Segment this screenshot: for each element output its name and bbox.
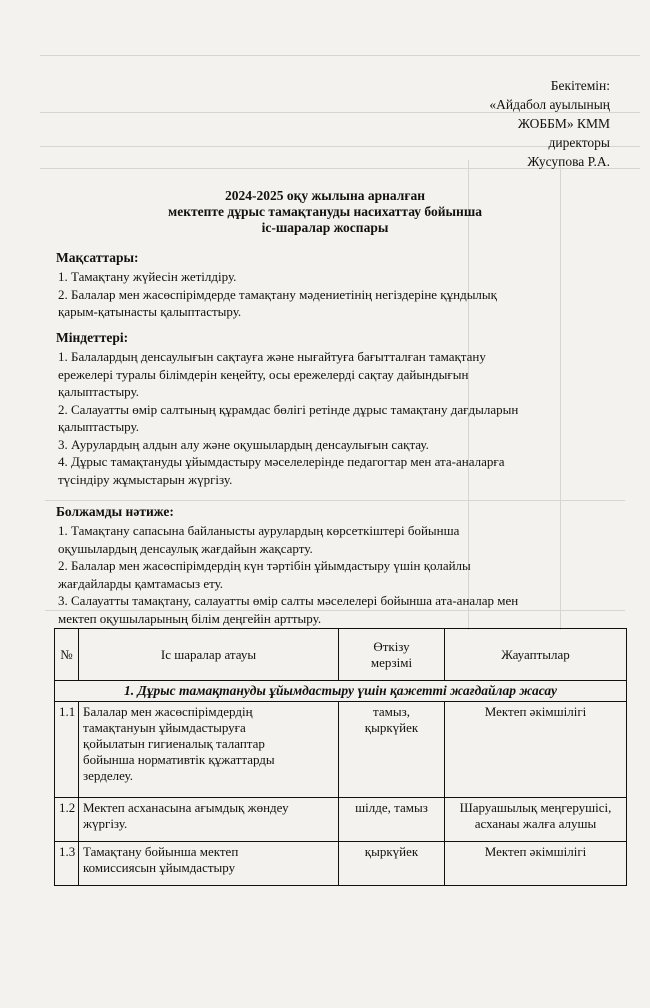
approval-block [489, 76, 610, 171]
results-item: 2. Балалар мен жасөспірімдердің күн тәртібін ұйымдастыру үшін қолайлы [58, 558, 471, 573]
row-activity [79, 798, 339, 842]
title-line2: мектепте дұрыс тамақтануды насихаттау бойынша [168, 204, 482, 219]
header-term-line1: Өткізу [373, 638, 410, 654]
goals-item: 1. Тамақтану жүйесін жетілдіру. [58, 269, 237, 284]
activity-line: Мектеп асханасына ағымдық жөндеу [83, 800, 289, 815]
approval-name: Жусупова Р.А. [527, 154, 610, 169]
activity-line: комиссиясын ұйымдастыру [83, 860, 236, 875]
row-activity [79, 702, 339, 798]
approval-org-line1: «Айдабол ауылының [489, 97, 610, 112]
activity-line: зерделеу. [83, 768, 134, 783]
activity-line: Балалар мен жасөспірімдердің [83, 704, 253, 719]
row-num: 1.2 [55, 798, 79, 842]
activity-line: тамақтануын ұйымдастыруға [83, 720, 246, 735]
header-activity: Іс шаралар атауы [79, 629, 339, 681]
approval-org-line2: ЖОББМ» КММ [517, 116, 610, 131]
term-line: шілде, тамыз [355, 800, 428, 815]
tasks-item: ережелері туралы білімдерін кеңейту, осы ережелерді сақтау дайындығын [58, 366, 469, 382]
goals-item: 2. Балалар мен жасөспірімдерде тамақтану мәдениетінің негіздеріне құндылық [58, 286, 497, 302]
bleed-through-line [45, 500, 625, 501]
results-heading: Болжамды нәтиже: [56, 504, 174, 519]
goals-list [58, 268, 583, 321]
row-num: 1.3 [55, 842, 79, 886]
tasks-item: 4. Дұрыс тамақтануды ұйымдастыру мәселелерінде педагогтар мен ата-аналарға [58, 454, 505, 469]
tasks-item: 3. Аурулардың алдын алу және оқушылардың денсаулығын сақтау. [58, 436, 429, 452]
row-term [339, 842, 445, 886]
activity-line: бойынша нормативтік құжаттарды [83, 752, 275, 767]
header-num: № [55, 629, 79, 681]
responsible-line: Мектеп әкімшілігі [484, 844, 587, 859]
responsible-line: Мектеп әкімшілігі [484, 704, 587, 719]
row-term [339, 702, 445, 798]
goals-item: қарым-қатынасты қалыптастыру. [58, 304, 242, 319]
row-num: 1.1 [55, 702, 79, 798]
table-row [55, 798, 627, 842]
title-line3: іс-шаралар жоспары [261, 220, 389, 235]
bleed-through-line [40, 55, 640, 56]
header-term-line2: мерзімі [370, 654, 413, 670]
term-line: қыркүйек [364, 720, 419, 735]
tasks-list [58, 348, 583, 488]
row-responsible [445, 798, 627, 842]
activities-table [54, 628, 627, 886]
approval-position: директоры [548, 135, 610, 150]
activity-line: қойылатын гигиеналық талаптар [83, 736, 265, 751]
term-line: тамыз, [373, 704, 410, 719]
header-responsible: Жауаптылар [445, 629, 627, 681]
tasks-item: 1. Балалардың денсаулығын сақтауға және нығайтуға бағытталған тамақтану [58, 349, 486, 364]
tasks-heading: Міндеттері: [56, 330, 129, 345]
table-row [55, 842, 627, 886]
tasks-item: қалыптастыру. [58, 384, 139, 399]
results-item: жағдайларды қамтамасыз ету. [58, 575, 224, 591]
results-item: оқушылардың денсаулық жағдайын жақсарту. [58, 540, 313, 556]
tasks-item: 2. Салауатты өмір салтының құрамдас бөлігі ретінде дұрыс тамақтану дағдыларын [58, 401, 519, 417]
activity-line: Тамақтану бойынша мектеп [83, 844, 239, 859]
results-item: 3. Салауатты тамақтану, салауатты өмір салты мәселелері бойынша ата-аналар мен [58, 593, 519, 608]
row-activity [79, 842, 339, 886]
document-title [0, 188, 650, 236]
table-section-row [55, 681, 627, 702]
responsible-line: асханаы жалға алушы [474, 816, 597, 831]
table-row [55, 702, 627, 798]
responsible-line: Шаруашылық меңгерушісі, [459, 800, 612, 815]
approval-label: Бекітемін: [550, 78, 610, 93]
title-line1: 2024-2025 оқу жылына арналған [224, 188, 425, 203]
goals-heading: Мақсаттары: [56, 250, 139, 265]
results-item: мектеп оқушыларының білім деңгейін арттыру. [58, 610, 322, 626]
section1-title: 1. Дұрыс тамақтануды ұйымдастыру үшін қажетті жағдайлар жасау [55, 681, 627, 702]
results-list [58, 522, 583, 627]
term-line: қыркүйек [364, 844, 419, 859]
row-responsible [445, 702, 627, 798]
table-header-row [55, 629, 627, 681]
tasks-item: түсіндіру жұмыстарын жүргізу. [58, 471, 233, 487]
row-responsible [445, 842, 627, 886]
results-item: 1. Тамақтану сапасына байланысты аурулардың көрсеткіштері бойынша [58, 523, 460, 538]
activity-line: жүргізу. [83, 816, 128, 831]
row-term [339, 798, 445, 842]
tasks-item: қалыптастыру. [58, 419, 139, 434]
header-term [339, 629, 445, 681]
